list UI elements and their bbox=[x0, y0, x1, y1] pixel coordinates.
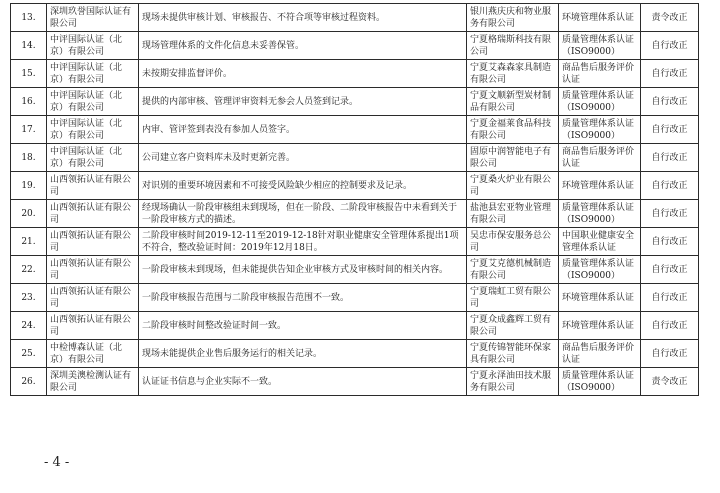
issue-description: 未按期安排监督评价。 bbox=[139, 60, 467, 88]
corrective-action: 自行改正 bbox=[641, 60, 699, 88]
certification-body: 中评国际认证（北京）有限公司 bbox=[47, 88, 139, 116]
corrective-action: 责令改正 bbox=[641, 4, 699, 32]
corrective-action: 自行改正 bbox=[641, 116, 699, 144]
certification-type: 商品售后服务评价认证 bbox=[559, 144, 641, 172]
certified-organization: 盐池县宏亚物业管理有限公司 bbox=[467, 200, 559, 228]
certification-type: 商品售后服务评价认证 bbox=[559, 60, 641, 88]
table-row bbox=[11, 200, 699, 228]
certification-body: 深圳美澳检测认证有限公司 bbox=[47, 368, 139, 396]
certification-body: 山西领拓认证有限公司 bbox=[47, 200, 139, 228]
table-row bbox=[11, 228, 699, 256]
corrective-action: 自行改正 bbox=[641, 172, 699, 200]
issue-description: 二阶段审核时间2019-12-11至2019-12-18针对职业健康安全管理体系提出1项不符合，整改验证时间：2019年12月18日。 bbox=[139, 228, 467, 256]
issue-description: 现场未能提供企业售后服务运行的相关记录。 bbox=[139, 340, 467, 368]
row-number: 22. bbox=[11, 256, 47, 284]
certification-body: 深圳玖誉国际认证有限公司 bbox=[47, 4, 139, 32]
certified-organization: 宁夏永泽油田技术服务有限公司 bbox=[467, 368, 559, 396]
corrective-action: 自行改正 bbox=[641, 88, 699, 116]
issue-description: 认证证书信息与企业实际不一致。 bbox=[139, 368, 467, 396]
certification-type: 质量管理体系认证（ISO9000） bbox=[559, 88, 641, 116]
certified-organization: 宁夏众成鑫辉工贸有限公司 bbox=[467, 312, 559, 340]
issue-description: 对识别的重要环境因素和不可接受风险缺少相应的控制要求及记录。 bbox=[139, 172, 467, 200]
certification-type: 环境管理体系认证 bbox=[559, 4, 641, 32]
issue-description: 现场未提供审核计划、审核报告、不符合项等审核过程资料。 bbox=[139, 4, 467, 32]
certification-type: 质量管理体系认证（ISO9000） bbox=[559, 32, 641, 60]
certification-type: 环境管理体系认证 bbox=[559, 312, 641, 340]
row-number: 20. bbox=[11, 200, 47, 228]
certification-type: 环境管理体系认证 bbox=[559, 172, 641, 200]
row-number: 26. bbox=[11, 368, 47, 396]
row-number: 23. bbox=[11, 284, 47, 312]
certification-type: 中国职业健康安全管理体系认证 bbox=[559, 228, 641, 256]
issue-description: 公司建立客户资料库未及时更新完善。 bbox=[139, 144, 467, 172]
table-row bbox=[11, 144, 699, 172]
corrective-action: 自行改正 bbox=[641, 256, 699, 284]
table-row bbox=[11, 60, 699, 88]
corrective-action: 自行改正 bbox=[641, 200, 699, 228]
certification-body: 山西领拓认证有限公司 bbox=[47, 172, 139, 200]
certification-body: 中评国际认证（北京）有限公司 bbox=[47, 60, 139, 88]
row-number: 19. bbox=[11, 172, 47, 200]
row-number: 25. bbox=[11, 340, 47, 368]
table-row bbox=[11, 340, 699, 368]
certification-type: 质量管理体系认证（ISO9000） bbox=[559, 200, 641, 228]
row-number: 14. bbox=[11, 32, 47, 60]
certified-organization: 宁夏桑火炉业有限公司 bbox=[467, 172, 559, 200]
table-row bbox=[11, 368, 699, 396]
certified-organization: 宁夏传锦智能环保家具有限公司 bbox=[467, 340, 559, 368]
certification-type: 环境管理体系认证 bbox=[559, 284, 641, 312]
issue-description: 提供的内部审核、管理评审资料无参会人员签到记录。 bbox=[139, 88, 467, 116]
certification-body: 山西领拓认证有限公司 bbox=[47, 256, 139, 284]
table-row bbox=[11, 32, 699, 60]
certification-body: 中评国际认证（北京）有限公司 bbox=[47, 116, 139, 144]
certified-organization: 宁夏文顺新型炭材制品有限公司 bbox=[467, 88, 559, 116]
certified-organization: 宁夏金福莱食品科技有限公司 bbox=[467, 116, 559, 144]
certified-organization: 固原中润智能电子有限公司 bbox=[467, 144, 559, 172]
issue-description: 二阶段审核时间整改验证时间一致。 bbox=[139, 312, 467, 340]
corrective-action: 责令改正 bbox=[641, 368, 699, 396]
table-row bbox=[11, 284, 699, 312]
certified-organization: 宁夏瑞虹工贸有限公司 bbox=[467, 284, 559, 312]
issue-description: 经现场确认一阶段审核组未到现场，但在一阶段、二阶段审核报告中未看到关于一阶段审核方式的描述。 bbox=[139, 200, 467, 228]
certification-type: 商品售后服务评价认证 bbox=[559, 340, 641, 368]
table-row bbox=[11, 4, 699, 32]
corrective-action: 自行改正 bbox=[641, 312, 699, 340]
page-number: - 4 - bbox=[44, 455, 70, 470]
row-number: 15. bbox=[11, 60, 47, 88]
certification-type: 质量管理体系认证（ISO9000） bbox=[559, 256, 641, 284]
table-body bbox=[11, 4, 699, 396]
corrective-action: 自行改正 bbox=[641, 32, 699, 60]
certification-body: 中评国际认证（北京）有限公司 bbox=[47, 32, 139, 60]
corrective-action: 自行改正 bbox=[641, 144, 699, 172]
corrective-action: 自行改正 bbox=[641, 284, 699, 312]
certification-type: 质量管理体系认证（ISO9000） bbox=[559, 116, 641, 144]
certified-organization: 银川燕庆庆和物业服务有限公司 bbox=[467, 4, 559, 32]
table-row bbox=[11, 172, 699, 200]
issue-description: 一阶段审核报告范围与二阶段审核报告范围不一致。 bbox=[139, 284, 467, 312]
certified-organization: 吴忠市保安服务总公司 bbox=[467, 228, 559, 256]
row-number: 18. bbox=[11, 144, 47, 172]
row-number: 24. bbox=[11, 312, 47, 340]
row-number: 17. bbox=[11, 116, 47, 144]
certification-body: 中检博森认证（北京）有限公司 bbox=[47, 340, 139, 368]
certified-organization: 宁夏艾克德机械制造有限公司 bbox=[467, 256, 559, 284]
table-row bbox=[11, 116, 699, 144]
certification-violations-table bbox=[10, 3, 699, 396]
issue-description: 现场管理体系的文件化信息未妥善保管。 bbox=[139, 32, 467, 60]
issue-description: 一阶段审核未到现场，但未能提供告知企业审核方式及审核时间的相关内容。 bbox=[139, 256, 467, 284]
certification-body: 山西领拓认证有限公司 bbox=[47, 284, 139, 312]
certification-body: 中评国际认证（北京）有限公司 bbox=[47, 144, 139, 172]
certified-organization: 宁夏艾森森家具制造有限公司 bbox=[467, 60, 559, 88]
certified-organization: 宁夏格瑞斯科技有限公司 bbox=[467, 32, 559, 60]
certification-body: 山西领拓认证有限公司 bbox=[47, 228, 139, 256]
corrective-action: 自行改正 bbox=[641, 340, 699, 368]
row-number: 16. bbox=[11, 88, 47, 116]
corrective-action: 自行改正 bbox=[641, 228, 699, 256]
certification-type: 质量管理体系认证（ISO9000） bbox=[559, 368, 641, 396]
row-number: 13. bbox=[11, 4, 47, 32]
certification-body: 山西领拓认证有限公司 bbox=[47, 312, 139, 340]
table-row bbox=[11, 256, 699, 284]
table-row bbox=[11, 88, 699, 116]
table-row bbox=[11, 312, 699, 340]
issue-description: 内审、管评签到表没有参加人员签字。 bbox=[139, 116, 467, 144]
row-number: 21. bbox=[11, 228, 47, 256]
